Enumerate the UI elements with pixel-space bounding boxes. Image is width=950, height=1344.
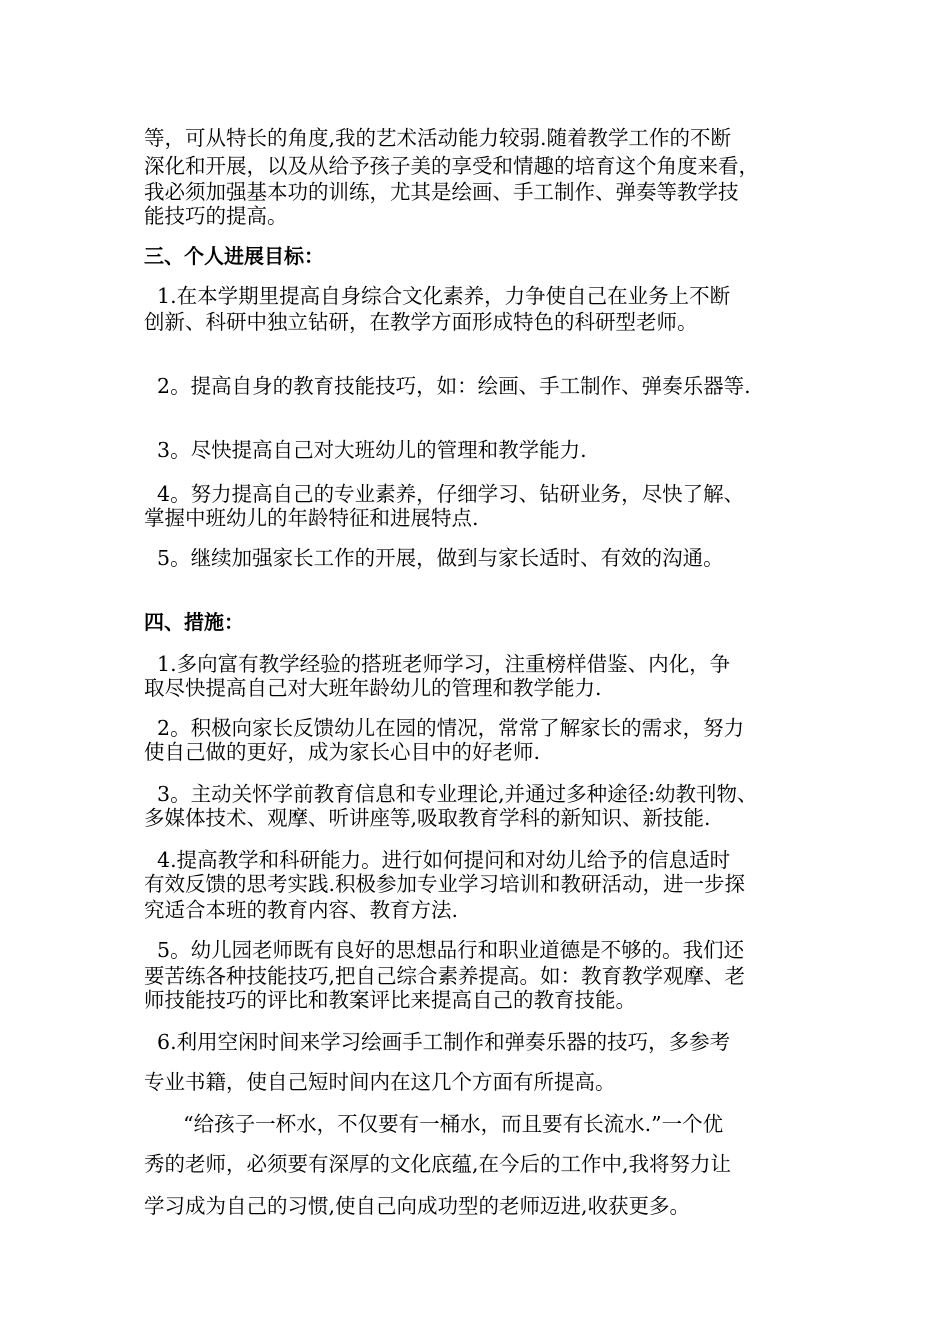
section4-item6-line1: 6.利用空闲时间来学习绘画手工制作和弹奏乐器的技巧，多参考 bbox=[144, 1030, 731, 1054]
section4-item3-line2: 多媒体技术、观摩、听讲座等,吸取教育学科的新知识、新技能. bbox=[144, 806, 711, 830]
section4-item6-line2: 专业书籍，使自己短时间内在这几个方面有所提高。 bbox=[144, 1070, 616, 1094]
section3-item1-line1: 1.在本学期里提高自身综合文化素养，力争使自己在业务上不断 bbox=[144, 284, 731, 308]
section4-item4-line2: 有效反馈的思考实践.积极参加专业学习培训和教研活动，进一步探 bbox=[144, 872, 746, 896]
section3-item1-line2: 创新、科研中独立钻研，在教学方面形成特色的科研型老师。 bbox=[144, 310, 698, 334]
section4-item1-line1: 1.多向富有教学经验的搭班老师学习，注重榜样借鉴、内化，争 bbox=[144, 652, 731, 676]
section3-item4-line2: 掌握中班幼儿的年龄特征和进展特点. bbox=[144, 506, 479, 530]
intro-line-1: 等，可从特长的角度,我的艺术活动能力较弱.随着教学工作的不断 bbox=[144, 126, 732, 150]
section3-item4-line1: 4。努力提高自己的专业素养，仔细学习、钻研业务，尽快了解、 bbox=[144, 482, 745, 506]
section4-item4-line3: 究适合本班的教育内容、教育方法. bbox=[144, 898, 459, 922]
closing-line-1: “给孩子一杯水，不仅要有一桶水，而且要有长流水.”一个优 bbox=[144, 1112, 724, 1136]
closing-line-2: 秀的老师，必须要有深厚的文化底蕴,在今后的工作中,我将努力让 bbox=[144, 1152, 732, 1176]
intro-line-2: 深化和开展，以及从给予孩子美的享受和情趣的培育这个角度来看， bbox=[144, 154, 759, 178]
section4-heading: 四、措施： bbox=[144, 610, 244, 634]
section3-item2: 2。提高自身的教育技能技巧，如：绘画、手工制作、弹奏乐器等. bbox=[144, 374, 751, 398]
section3-heading: 三、个人进展目标： bbox=[144, 244, 324, 268]
section4-item2-line2: 使自己做的更好，成为家长心目中的好老师. bbox=[144, 740, 541, 764]
section4-item5-line1: 5。幼儿园老师既有良好的思想品行和职业道德是不够的。我们还 bbox=[144, 938, 745, 962]
section4-item4-line1: 4.提高教学和科研能力。进行如何提问和对幼儿给予的信息适时 bbox=[144, 848, 731, 872]
section4-item5-line3: 师技能技巧的评比和教案评比来提高自己的教育技能。 bbox=[144, 988, 636, 1012]
section4-item1-line2: 取尽快提高自己对大班年龄幼儿的管理和教学能力. bbox=[144, 676, 602, 700]
intro-line-3: 我必须加强基本功的训练，尤其是绘画、手工制作、弹奏等教学技 bbox=[144, 180, 739, 204]
section3-item5: 5。继续加强家长工作的开展，做到与家长适时、有效的沟通。 bbox=[144, 546, 724, 570]
intro-line-4: 能技巧的提高。 bbox=[144, 204, 288, 228]
section4-item3-line1: 3。主动关怀学前教育信息和专业理论,并通过多种途径:幼教刊物、 bbox=[144, 782, 758, 806]
closing-line-3: 学习成为自己的习惯,使自己向成功型的老师迈进,收获更多。 bbox=[144, 1194, 691, 1218]
section3-item3: 3。尽快提高自己对大班幼儿的管理和教学能力. bbox=[144, 438, 587, 462]
section4-item5-line2: 要苦练各种技能技巧,把自己综合素养提高。如：教育教学观摩、老 bbox=[144, 964, 746, 988]
section4-item2-line1: 2。积极向家长反馈幼儿在园的情况，常常了解家长的需求，努力 bbox=[144, 716, 745, 740]
